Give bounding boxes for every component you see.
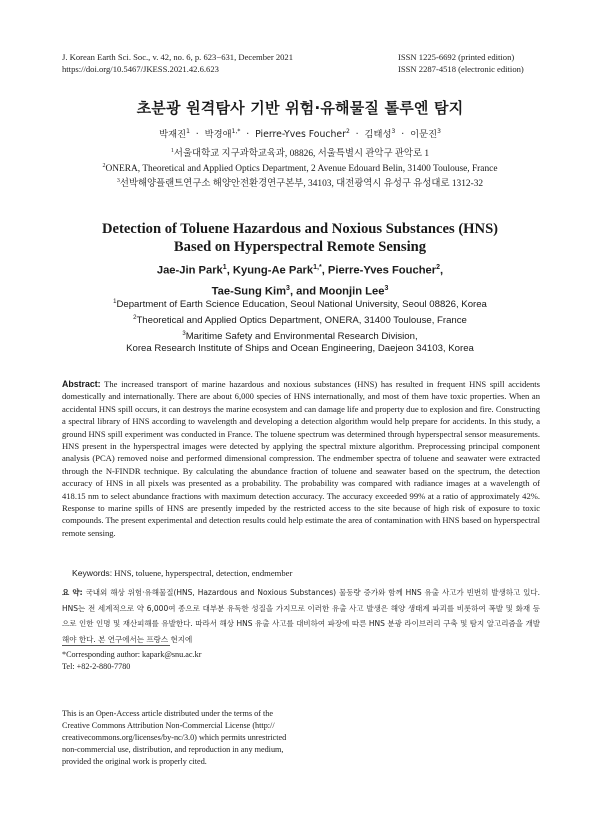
issn-block bbox=[398, 52, 524, 75]
english-authors: Jae-Jin Park$^1$, Kyung-Ae Park$^{1,*}$, Pierre-Yves Foucher$^2$, Tae-Sung Kim$^3$, and Moonjin Lee$^3$ bbox=[156, 264, 444, 298]
author-name: 박경애 bbox=[204, 129, 232, 140]
keywords bbox=[72, 568, 292, 578]
affil-sup: 1 bbox=[170, 148, 174, 154]
korean-abstract bbox=[62, 585, 540, 647]
journal-citation bbox=[62, 52, 293, 75]
english-affiliations bbox=[0, 296, 600, 356]
affil-line bbox=[0, 328, 600, 344]
author-affil-sup: 1,* bbox=[313, 264, 322, 271]
author-affil-sup: 3 bbox=[391, 127, 396, 135]
license-line: Creative Commons Attribution Non-Commercial License (http:// bbox=[62, 721, 275, 731]
affil-text: ONERA, Theoretical and Applied Optics Department, 2 Avenue Edouard Belin, 31400 Toulouse, France bbox=[105, 164, 498, 175]
affil-text: 선박해양플랜트연구소 해양안전환경연구본부, 34103, 대전광역시 유성구 유성대로 1312-32 bbox=[119, 179, 484, 190]
author-name: Pierre-Yves Foucher bbox=[327, 264, 437, 277]
affil-sup: 1 bbox=[113, 299, 117, 305]
author-affil-sup: 1 bbox=[222, 264, 227, 271]
journal-reference: J. Korean Earth Sci. Soc., v. 42, no. 6, p. 623−631, December 2021 bbox=[62, 52, 294, 62]
korean-title: 초분광 원격탐사 기반 위험·유해물질 톨루엔 탐지 bbox=[136, 99, 464, 117]
author-affil-sup: 3 bbox=[437, 127, 441, 135]
english-title bbox=[0, 221, 600, 256]
author-affil-sup: 1 bbox=[186, 127, 190, 135]
footnote-divider bbox=[62, 645, 170, 646]
author-name: Moonjin Lee bbox=[319, 285, 385, 298]
author-affil-sup: 1,* bbox=[231, 127, 241, 135]
issn-electronic: ISSN 2287-4518 (electronic edition) bbox=[398, 63, 524, 74]
author-affil-sup: 2 bbox=[436, 264, 441, 271]
author-conjunction: and bbox=[296, 285, 317, 298]
correspondence bbox=[62, 649, 201, 672]
author-affil-sup: 3 bbox=[384, 284, 389, 292]
license-notice bbox=[62, 708, 292, 768]
affil-sup: 3 bbox=[182, 330, 186, 337]
author-name: Pierre-Yves Foucher bbox=[255, 129, 346, 140]
doi-link[interactable]: https://doi.org/10.5467/JKESS.2021.42.6.623 bbox=[62, 63, 219, 74]
issn-print: ISSN 1225-6692 (printed edition) bbox=[398, 52, 515, 62]
english-title-line: Detection of Toluene Hazardous and Noxious Substances (HNS) bbox=[101, 221, 499, 237]
author-affil-sup: 2 bbox=[345, 127, 350, 135]
korean-affiliation bbox=[0, 174, 600, 192]
affil-sup: 3 bbox=[116, 178, 120, 184]
affil-text: 서울대학교 지구과학교육과, 08826, 서울특별시 관악구 관악로 1 bbox=[173, 149, 430, 160]
abstract-label: Abstract: bbox=[62, 379, 101, 389]
author-name: Tae-Sung Kim bbox=[211, 285, 287, 298]
license-line: This is an Open-Access article distributed under the terms of the bbox=[62, 709, 273, 718]
english-title-line: Based on Hyperspectral Remote Sensing bbox=[173, 238, 427, 255]
author-name: 이문진 bbox=[410, 129, 438, 140]
affil-text: Department of Earth Science Education, Seoul National University, Seoul 08826, Korea bbox=[116, 299, 487, 311]
author-affil-sup: 3 bbox=[286, 284, 290, 292]
korean-abstract-label: 요 약: bbox=[62, 588, 83, 597]
author-name: Kyung-Ae Park bbox=[232, 264, 314, 277]
author-name: 박재진 bbox=[159, 129, 187, 140]
author-name: 김태성 bbox=[364, 129, 392, 140]
korean-abstract-text: 국내외 해상 위험·유해물질(HNS, Hazardous and Noxious Substances) 물동량 증가와 함께 HNS 유출 사고가 빈번히 발생하고 있다. HNS는 전 세계적으로 약 6,000여 종으로 대부분 유독한 성질을 가지므로 이러한 유출 사고 발생은 해양 생태계 파괴를 비롯하여 폭발 및 화재 등으로 인한 인명 및 재산피해를 유발한다. 따라서 해상 HNS 유출 사고를 대비하여 파장에 따른 HNS 분광 라이브러리 구축 및 탐지 알고리즘을 개발해야 한다. 본 연구에서는 프랑스 현지에 bbox=[62, 588, 541, 644]
affil-sup: 2 bbox=[102, 163, 106, 169]
affil-sup: 2 bbox=[133, 314, 137, 321]
abstract-text: The increased transport of marine hazardous and noxious substances (HNS) has resulted in frequent HNS spill accidents domestically and internationally. There are about 6,000 species of HNS internationally, and most of them have toxic properties. When an accidental HNS spill occurs, it can destroys the marine ecosystem and can damage life and property due to explosion and fire. Constructing a spectral library of HNS according to wavelength and developing a detection algorithm would help prepare for accidents. In this study, a ground HNS spill experiment was conducted in France. The toluene spectrum was determined through hyperspectral sensor measurements. HNS present in the hyperspectral images were detected by applying the spectral mixture algorithm. Preprocessing principal component analysis (PCA) removed noise and performed dimensional compression. The endmember spectra of toluene and seawater were extracted through the N-FINDR technique. By calculating the abundance fraction of toluene and seawater based on the spectrum, the detection accuracy of HNS in all pixels was presented as a probability. The probability was compared with radiance images at a wavelength of 418.15 nm to select abundance fractions with maximum detection accuracy. The accuracy exceeded 99% at a ratio of approximately 42%. Response to marine spills of HNS are presently impeded by the restricted access to the site because of high risk of exposure to toxic compounds. The present experimental and detection results could help estimate the area of contamination with HNS based on hyperspectral remote sensing. bbox=[62, 379, 541, 538]
license-line: non-commercial use, distribution, and reproduction in any medium, bbox=[62, 745, 284, 755]
keywords-text: HNS, toluene, hyperspectral, detection, endmember bbox=[114, 568, 293, 578]
keywords-label: Keywords: bbox=[72, 568, 113, 578]
corresponding-author-phone: Tel: +82-2-880-7780 bbox=[62, 661, 131, 671]
korean-authors: 박재진$^1$ · 박경애$^{1,*}$ · Pierre-Yves Foucher$^2$ · 김태성$^3$ · 이문진$^3$ bbox=[159, 127, 441, 140]
affil-text: Theoretical and Applied Optics Department, ONERA, 31400 Toulouse, France bbox=[136, 314, 467, 326]
corresponding-author-email: *Corresponding author: kapark@snu.ac.kr bbox=[62, 650, 202, 659]
affil-line: Korea Research Institute of Ships and Ocean Engineering, Daejeon 34103, Korea bbox=[126, 343, 474, 355]
license-line: provided the original work is properly cited. bbox=[62, 757, 207, 767]
license-line: creativecommons.org/licenses/by-nc/3.0) which permits unrestricted bbox=[62, 733, 287, 743]
affil-line bbox=[0, 312, 600, 328]
affil-line bbox=[0, 296, 600, 312]
author-name: Jae-Jin Park bbox=[156, 264, 223, 277]
abstract bbox=[62, 378, 540, 539]
affil-text: Maritime Safety and Environmental Research Division, bbox=[185, 330, 418, 342]
